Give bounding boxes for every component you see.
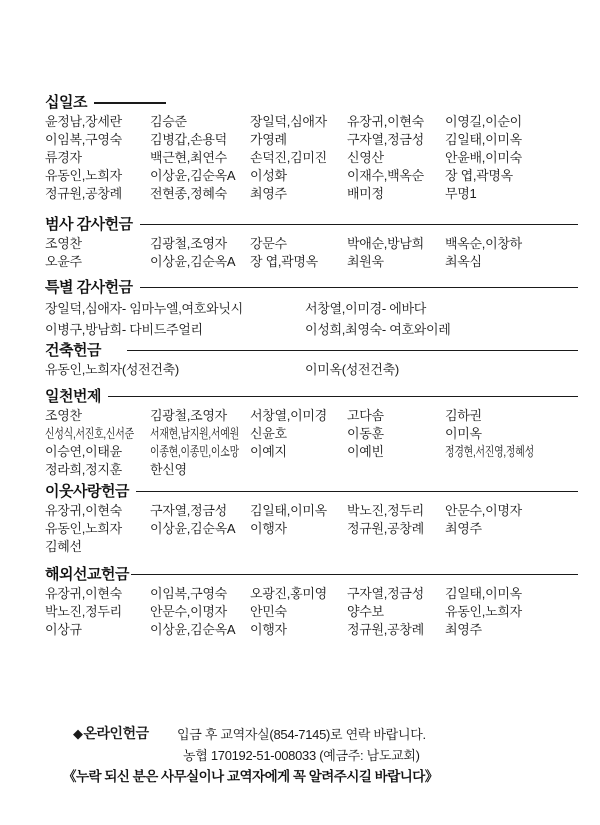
online-bank-account: 농협 170192-51-008033 (예금주: 남도교회)	[183, 748, 420, 763]
name-cell: 장 엽,곽명옥	[445, 168, 513, 183]
name-cell: 유장귀,이현숙	[45, 503, 122, 518]
section-special	[45, 278, 578, 340]
name-cell: 서재현,남지원,서예원	[150, 426, 239, 441]
name-cell: 김일태,이미옥	[250, 503, 327, 518]
name-cell: 이예지	[250, 444, 287, 459]
name-cell: 윤정남,장세란	[45, 114, 122, 129]
name-cell: 오광진,홍미영	[250, 586, 327, 601]
name-cell: 장일덕,심애자- 임마누엘,여호와닛시	[45, 301, 243, 316]
section-title: 해외선교헌금	[45, 566, 129, 583]
name-cell: 장 엽,곽명옥	[250, 254, 318, 269]
name-cell: 서창열,이미경	[250, 408, 327, 423]
omission-notice: 《누락 되신 분은 사무실이나 교역자에게 꼭 알려주시길 바랍니다》	[63, 769, 438, 784]
name-cell: 안윤배,이미숙	[445, 150, 522, 165]
name-cell	[347, 461, 445, 479]
section-header	[45, 387, 578, 404]
name-cell: 최영주	[445, 521, 482, 536]
name-cell: 유동인,노희자(성전건축)	[45, 362, 179, 377]
name-cell: 장일덕,심애자	[250, 114, 327, 129]
name-cell	[250, 461, 347, 479]
name-cell: 안민숙	[250, 604, 287, 619]
name-grid	[45, 361, 578, 379]
section-header	[45, 215, 578, 232]
online-deposit-instruction: 입금 후 교역자실(854-7145)로 연락 바랍니다.	[177, 727, 426, 742]
name-cell: 김광철,조영자	[150, 236, 227, 251]
name-cell: 이종현,이종민,이소망	[150, 444, 239, 459]
name-cell: 정경현,서진영,정혜성	[445, 444, 534, 459]
name-cell: 백근현,최연수	[150, 150, 227, 165]
name-grid	[45, 585, 578, 639]
name-cell: 최원욱	[347, 254, 384, 269]
name-cell: 이행자	[250, 622, 287, 637]
name-cell: 류경자	[45, 150, 82, 165]
section-neighbor	[45, 482, 578, 556]
name-grid	[45, 298, 578, 340]
name-cell: 이승연,이태윤	[45, 444, 122, 459]
section-rule-line	[127, 350, 578, 351]
section-header	[45, 341, 578, 358]
name-cell: 김병갑,손용덕	[150, 132, 227, 147]
section-header	[45, 93, 578, 110]
name-cell: 백옥순,이창하	[445, 236, 522, 251]
section-header	[45, 565, 578, 582]
section-title: 이웃사랑헌금	[45, 483, 129, 500]
name-cell: 최영주	[445, 622, 482, 637]
section-rule-line	[94, 102, 166, 104]
name-cell: 구자열,정금성	[150, 503, 227, 518]
section-rule-line	[136, 491, 578, 492]
name-cell: 이성희,최영숙- 여호와이레	[305, 322, 451, 337]
name-cell: 정규원,공창례	[347, 622, 424, 637]
section-rule-line	[140, 287, 578, 288]
name-cell: 이재수,백옥순	[347, 168, 424, 183]
section-title: 일천번제	[45, 388, 101, 405]
name-cell: 박애순,방남희	[347, 236, 424, 251]
name-cell: 김광철,조영자	[150, 408, 227, 423]
name-cell: 유장귀,이현숙	[45, 586, 122, 601]
name-cell	[347, 538, 445, 556]
section-title: 십일조	[45, 94, 87, 111]
name-cell: 최옥심	[445, 254, 482, 269]
name-cell: 구자열,정금성	[347, 586, 424, 601]
section-burnt	[45, 387, 578, 479]
name-cell: 배미정	[347, 186, 384, 201]
name-cell: 이상윤,김순옥A	[150, 622, 236, 637]
name-cell: 이병구,방남희- 다비드주얼리	[45, 322, 203, 337]
name-cell: 가영례	[250, 132, 287, 147]
name-cell: 유동인,노희자	[45, 521, 122, 536]
section-mission	[45, 565, 578, 639]
name-cell: 이동훈	[347, 426, 384, 441]
name-cell: 정규원,공창례	[45, 186, 122, 201]
name-cell: 이영길,이순이	[445, 114, 522, 129]
online-offering-title	[73, 723, 149, 743]
section-title: 특별 감사헌금	[45, 279, 133, 296]
name-cell: 한신영	[150, 462, 187, 477]
name-cell: 고다솜	[347, 408, 384, 423]
name-cell: 유장귀,이현숙	[347, 114, 424, 129]
name-cell: 신윤호	[250, 426, 287, 441]
name-cell: 박노진,정두리	[347, 503, 424, 518]
section-thanks	[45, 215, 578, 271]
name-cell: 무명1	[445, 186, 477, 201]
name-cell: 이미옥	[445, 426, 482, 441]
section-rule-line	[131, 574, 578, 575]
section-title: 건축헌금	[45, 342, 101, 359]
name-grid	[45, 235, 578, 271]
name-cell: 김하권	[445, 408, 482, 423]
name-cell: 이상규	[45, 622, 82, 637]
name-cell: 신영산	[347, 150, 384, 165]
online-offering-title-label: 온라인헌금	[83, 725, 149, 741]
name-cell: 신성식,서진호,신서준	[45, 426, 134, 441]
name-cell	[150, 538, 250, 556]
name-cell: 구자열,정금성	[347, 132, 424, 147]
name-cell: 유동인,노희자	[445, 604, 522, 619]
name-cell: 이상윤,김순옥A	[150, 168, 236, 183]
name-cell: 안문수,이명자	[150, 604, 227, 619]
name-cell: 전현종,정혜숙	[150, 186, 227, 201]
name-cell: 이상윤,김순옥A	[150, 521, 236, 536]
section-rule-line	[108, 396, 578, 397]
name-grid	[45, 407, 578, 479]
name-cell: 이미옥(성전건축)	[305, 362, 399, 377]
name-cell: 정라희,정지훈	[45, 462, 122, 477]
online-offering-block	[0, 720, 600, 790]
name-cell	[445, 461, 578, 479]
name-cell: 오윤주	[45, 254, 82, 269]
name-grid	[45, 502, 578, 556]
section-tithe	[45, 93, 578, 203]
section-rule-line	[140, 224, 578, 225]
name-cell: 이예빈	[347, 444, 384, 459]
name-cell: 김일태,이미옥	[445, 586, 522, 601]
section-header	[45, 278, 578, 295]
name-cell: 이임복,구영숙	[45, 132, 122, 147]
name-cell	[250, 538, 347, 556]
name-cell: 안문수,이명자	[445, 503, 522, 518]
name-cell: 김승준	[150, 114, 187, 129]
diamond-bullet-icon: ◆	[73, 726, 83, 741]
name-grid	[45, 113, 578, 203]
name-cell: 김일태,이미옥	[445, 132, 522, 147]
name-cell: 양수보	[347, 604, 384, 619]
name-cell	[445, 538, 578, 556]
name-cell: 손덕진,김미진	[250, 150, 327, 165]
name-cell: 이행자	[250, 521, 287, 536]
name-cell: 이상윤,김순옥A	[150, 254, 236, 269]
name-cell: 김혜선	[45, 539, 82, 554]
name-cell: 강문수	[250, 236, 287, 251]
section-header	[45, 482, 578, 499]
name-cell: 조영찬	[45, 408, 82, 423]
name-cell: 정규원,공창례	[347, 521, 424, 536]
section-title: 범사 감사헌금	[45, 216, 133, 233]
name-cell: 조영찬	[45, 236, 82, 251]
name-cell: 박노진,정두리	[45, 604, 122, 619]
name-cell: 유동인,노희자	[45, 168, 122, 183]
name-cell: 서창열,이미경- 에바다	[305, 301, 426, 316]
name-cell: 이임복,구영숙	[150, 586, 227, 601]
section-building	[45, 341, 578, 379]
name-cell: 이성화	[250, 168, 287, 183]
name-cell: 최영주	[250, 186, 287, 201]
